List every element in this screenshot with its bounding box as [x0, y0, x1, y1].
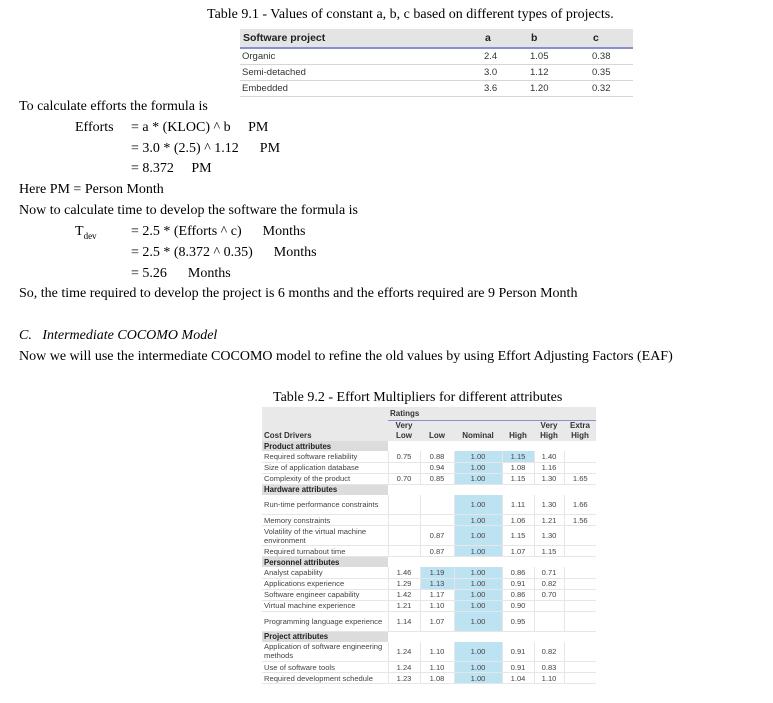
col-top — [454, 420, 502, 430]
tdev-subscript: dev — [83, 230, 97, 241]
multiplier-cell: 1.56 — [564, 515, 596, 526]
table1-value-cell: 1.05 — [528, 48, 590, 65]
multiplier-cell — [564, 567, 596, 578]
table2-caption: Table 9.2 - Effort Multipliers for different attributes — [273, 390, 563, 405]
col-header: High — [571, 431, 589, 440]
cost-driver-label: Programming language experience — [262, 611, 388, 631]
multiplier-cell: 0.86 — [502, 567, 534, 578]
cost-driver-label: Application of software engineering methods — [262, 642, 388, 662]
table1-value-cell: 0.32 — [590, 81, 633, 97]
multiplier-cell: 1.10 — [420, 600, 454, 611]
table2-row — [262, 567, 596, 578]
col-header: Low — [396, 431, 412, 440]
multiplier-cell: 0.86 — [502, 589, 534, 600]
multiplier-cell: 1.46 — [388, 567, 420, 578]
multiplier-cell: 1.10 — [534, 673, 564, 684]
table2-row — [262, 662, 596, 673]
multiplier-cell: 0.91 — [502, 662, 534, 673]
multiplier-cell: 0.75 — [388, 451, 420, 462]
section-title: Personnel attributes — [262, 557, 388, 568]
multiplier-cell: 1.00 — [454, 600, 502, 611]
multiplier-cell — [564, 662, 596, 673]
multiplier-cell: 1.23 — [388, 673, 420, 684]
tdev-label — [75, 223, 97, 245]
cost-drivers-label: Cost Drivers — [264, 431, 312, 440]
multiplier-cell: 1.13 — [420, 578, 454, 589]
col-header: High — [540, 431, 558, 440]
tdev-letter: T — [75, 224, 84, 239]
table1-value-cell: 3.6 — [482, 81, 528, 97]
multiplier-cell: 1.08 — [502, 462, 534, 473]
multiplier-cell: 1.00 — [454, 546, 502, 557]
section-row — [262, 441, 596, 451]
cost-driver-label: Run-time performance constraints — [262, 495, 388, 515]
cost-driver-label: Required software reliability — [262, 451, 388, 462]
multiplier-cell — [534, 600, 564, 611]
table1-value-cell: 0.38 — [590, 48, 633, 65]
multiplier-cell: 0.71 — [534, 567, 564, 578]
table1-value-cell: 0.35 — [590, 65, 633, 81]
multiplier-cell: 1.17 — [420, 589, 454, 600]
multiplier-cell — [388, 546, 420, 557]
cost-driver-label: Analyst capability — [262, 567, 388, 578]
multiplier-cell — [564, 546, 596, 557]
table1-row — [240, 65, 633, 81]
multiplier-cell: 1.15 — [502, 451, 534, 462]
table1-row — [240, 81, 633, 97]
tdev-result: = 5.26 Months — [131, 266, 231, 281]
multiplier-cell: 1.04 — [502, 673, 534, 684]
multiplier-cell: 1.08 — [420, 673, 454, 684]
multiplier-cell: 1.15 — [502, 473, 534, 484]
multiplier-cell: 1.21 — [534, 515, 564, 526]
multiplier-cell: 1.19 — [420, 567, 454, 578]
cost-driver-label: Required development schedule — [262, 673, 388, 684]
section-heading: C. Intermediate COCOMO Model — [19, 328, 218, 343]
multiplier-cell: 1.15 — [534, 546, 564, 557]
multiplier-cell: 0.87 — [420, 526, 454, 546]
table2-row — [262, 642, 596, 662]
multiplier-cell: 0.91 — [502, 642, 534, 662]
cost-driver-label: Applications experience — [262, 578, 388, 589]
multiplier-cell — [388, 462, 420, 473]
table1-value-cell: 1.20 — [528, 81, 590, 97]
table2-row — [262, 673, 596, 684]
cost-driver-label: Virtual machine experience — [262, 600, 388, 611]
multiplier-cell — [420, 515, 454, 526]
multiplier-cell — [388, 526, 420, 546]
multiplier-cell: 0.91 — [502, 578, 534, 589]
multiplier-cell: 0.95 — [502, 611, 534, 631]
table1-header: a — [482, 29, 528, 48]
section-title: Product attributes — [262, 441, 388, 451]
col-top: Very — [395, 420, 413, 430]
multiplier-cell: 1.24 — [388, 642, 420, 662]
efforts-label: Efforts — [75, 120, 114, 135]
table1 — [240, 29, 633, 97]
cost-driver-label: Size of application database — [262, 462, 388, 473]
section-title: Hardware attributes — [262, 484, 388, 495]
conclusion-text: So, the time required to develop the project is 6 months and the efforts required are 9 Person Month — [19, 286, 578, 301]
table1-value-cell: 2.4 — [482, 48, 528, 65]
multiplier-cell — [564, 462, 596, 473]
multiplier-cell: 1.00 — [454, 578, 502, 589]
table2-row — [262, 546, 596, 557]
multiplier-cell: 1.00 — [454, 495, 502, 515]
cost-driver-label: Volatility of the virtual machine environment — [262, 526, 388, 546]
tdev-intro: Now to calculate time to develop the software the formula is — [19, 203, 359, 218]
cost-driver-label: Memory constraints — [262, 515, 388, 526]
multiplier-cell: 1.10 — [420, 662, 454, 673]
multiplier-cell — [564, 600, 596, 611]
table1-header: b — [528, 29, 590, 48]
tdev-substitution: = 2.5 * (8.372 ^ 0.35) Months — [131, 245, 317, 260]
multiplier-cell: 1.00 — [454, 589, 502, 600]
multiplier-cell: 1.00 — [454, 611, 502, 631]
col-header: Nominal — [462, 431, 494, 440]
multiplier-cell — [564, 589, 596, 600]
multiplier-cell: 1.00 — [454, 515, 502, 526]
multiplier-cell: 1.42 — [388, 589, 420, 600]
table1-header-row — [240, 29, 633, 48]
table1-caption: Table 9.1 - Values of constant a, b, c based on different types of projects. — [207, 7, 614, 22]
table2-row — [262, 462, 596, 473]
table2-row — [262, 589, 596, 600]
table1-header: c — [590, 29, 633, 48]
cost-driver-label: Use of software tools — [262, 662, 388, 673]
multiplier-cell: 1.00 — [454, 473, 502, 484]
table1-value-cell: 1.12 — [528, 65, 590, 81]
pm-note: Here PM = Person Month — [19, 182, 164, 197]
table2-row — [262, 611, 596, 631]
col-top — [502, 420, 534, 430]
multiplier-cell — [420, 495, 454, 515]
multiplier-cell: 0.94 — [420, 462, 454, 473]
multiplier-cell: 1.06 — [502, 515, 534, 526]
cost-driver-label: Complexity of the product — [262, 473, 388, 484]
section-row — [262, 484, 596, 495]
section-text: Now we will use the intermediate COCOMO model to refine the old values by using Effort Adjusting Factors (EAF) — [19, 349, 673, 364]
multiplier-cell: 0.82 — [534, 642, 564, 662]
table1-project-cell: Organic — [240, 48, 482, 65]
multiplier-cell — [564, 451, 596, 462]
table1-row — [240, 48, 633, 65]
multiplier-cell — [564, 578, 596, 589]
table2-row — [262, 600, 596, 611]
cost-driver-label: Required turnabout time — [262, 546, 388, 557]
col-header: High — [509, 431, 527, 440]
multiplier-cell: 0.82 — [534, 578, 564, 589]
table1-project-cell: Semi-detached — [240, 65, 482, 81]
multiplier-cell: 0.83 — [534, 662, 564, 673]
table2-col-bottom-row — [262, 430, 596, 441]
multiplier-cell: 1.00 — [454, 462, 502, 473]
table2-row — [262, 526, 596, 546]
multiplier-cell: 1.07 — [502, 546, 534, 557]
multiplier-cell: 0.85 — [420, 473, 454, 484]
multiplier-cell: 1.00 — [454, 673, 502, 684]
table1-value-cell: 3.0 — [482, 65, 528, 81]
multiplier-cell: 0.70 — [388, 473, 420, 484]
multiplier-cell — [388, 515, 420, 526]
efforts-substitution: = 3.0 * (2.5) ^ 1.12 PM — [131, 141, 281, 156]
section-title: Project attributes — [262, 631, 388, 642]
multiplier-cell: 1.00 — [454, 662, 502, 673]
efforts-intro: To calculate efforts the formula is — [19, 99, 208, 114]
col-top: Extra — [569, 420, 590, 430]
multiplier-cell: 1.11 — [502, 495, 534, 515]
efforts-result: = 8.372 PM — [131, 161, 212, 176]
ratings-label: Ratings — [388, 407, 596, 420]
multiplier-cell: 1.00 — [454, 642, 502, 662]
col-header: Low — [429, 431, 445, 440]
multiplier-cell: 1.16 — [534, 462, 564, 473]
multiplier-cell: 1.66 — [564, 495, 596, 515]
multiplier-cell: 0.88 — [420, 451, 454, 462]
table2-row — [262, 515, 596, 526]
multiplier-cell: 1.00 — [454, 526, 502, 546]
table2-row — [262, 578, 596, 589]
multiplier-cell — [564, 611, 596, 631]
multiplier-cell: 1.00 — [454, 451, 502, 462]
multiplier-cell — [564, 673, 596, 684]
multiplier-cell: 1.65 — [564, 473, 596, 484]
tdev-formula: = 2.5 * (Efforts ^ c) Months — [131, 224, 306, 239]
multiplier-cell: 1.24 — [388, 662, 420, 673]
multiplier-cell: 0.90 — [502, 600, 534, 611]
section-row — [262, 557, 596, 568]
multiplier-cell: 1.30 — [534, 473, 564, 484]
multiplier-cell: 1.29 — [388, 578, 420, 589]
multiplier-cell: 1.10 — [420, 642, 454, 662]
table1-project-cell: Embedded — [240, 81, 482, 97]
multiplier-cell: 1.14 — [388, 611, 420, 631]
multiplier-cell — [564, 526, 596, 546]
multiplier-cell: 1.15 — [502, 526, 534, 546]
table2-ratings-row — [262, 407, 596, 420]
table1-header: Software project — [240, 29, 482, 48]
multiplier-cell: 1.00 — [454, 567, 502, 578]
multiplier-cell: 1.21 — [388, 600, 420, 611]
multiplier-cell: 0.70 — [534, 589, 564, 600]
section-row — [262, 631, 596, 642]
multiplier-cell: 1.30 — [534, 495, 564, 515]
multiplier-cell: 0.87 — [420, 546, 454, 557]
table2-col-top-row — [262, 420, 596, 430]
multiplier-cell: 1.40 — [534, 451, 564, 462]
cost-driver-label: Software engineer capability — [262, 589, 388, 600]
col-top — [420, 420, 454, 430]
multiplier-cell — [534, 611, 564, 631]
col-top: Very — [540, 420, 558, 430]
efforts-formula: = a * (KLOC) ^ b PM — [131, 120, 269, 135]
table2 — [262, 407, 596, 684]
table2-row — [262, 451, 596, 462]
multiplier-cell: 1.07 — [420, 611, 454, 631]
multiplier-cell — [388, 495, 420, 515]
multiplier-cell — [564, 642, 596, 662]
multiplier-cell: 1.30 — [534, 526, 564, 546]
table2-row — [262, 473, 596, 484]
table2-row — [262, 495, 596, 515]
